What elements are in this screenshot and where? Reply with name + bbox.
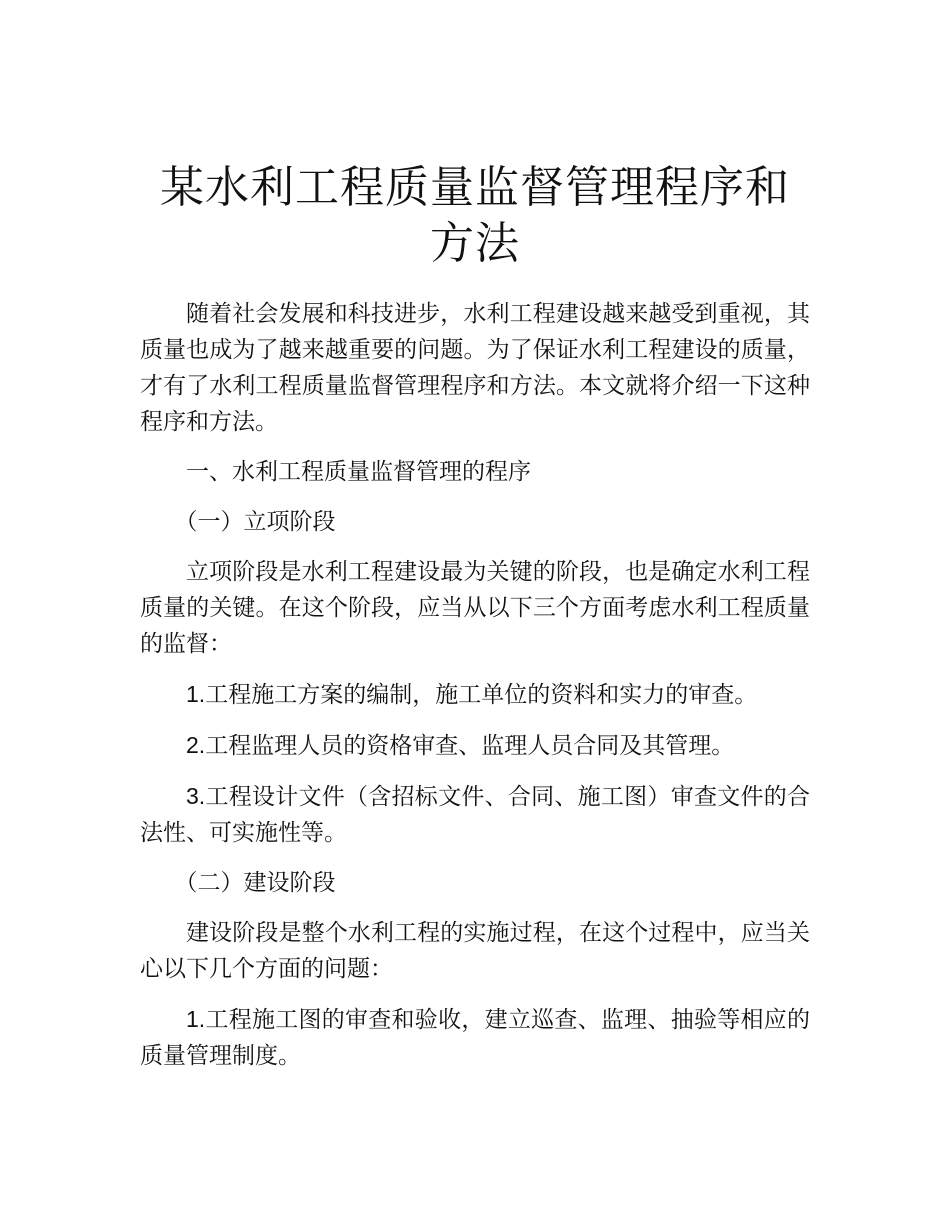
list-item-text: 工程施工图的审查和验收，建立巡查、监理、抽验等相应的质量管理制度。: [140, 1007, 810, 1069]
list-item-number: 3.: [186, 783, 206, 809]
subsection-heading-construction: （二）建设阶段: [174, 870, 336, 896]
list-item-number: 1.: [186, 1006, 206, 1032]
section-heading: 一、水利工程质量监督管理的程序: [186, 459, 531, 485]
list-item-text: 工程设计文件（含招标文件、合同、施工图）审查文件的合法性、可实施性等。: [140, 784, 810, 846]
list-item-text: 工程施工方案的编制，施工单位的资料和实力的审查。: [205, 682, 758, 708]
list-item-text: 工程监理人员的资格审查、监理人员合同及其管理。: [205, 733, 735, 759]
subsection-heading-approval: （一）立项阶段: [174, 509, 336, 535]
list-item: [140, 676, 810, 713]
list-item: [140, 1001, 810, 1074]
construction-paragraph: 建设阶段是整个水利工程的实施过程，在这个过程中，应当关心以下几个方面的问题：: [140, 920, 810, 982]
list-item: [140, 727, 810, 764]
document-body: [140, 296, 810, 1088]
list-item: [140, 778, 810, 851]
document-title: 某水利工程质量监督管理程序和方法: [160, 162, 790, 269]
approval-paragraph: 立项阶段是水利工程建设最为关键的阶段，也是确定水利工程质量的关键。在这个阶段，应当从以下三个方面考虑水利工程质量的监督：: [140, 559, 810, 657]
list-item-number: 2.: [186, 732, 206, 758]
intro-paragraph: 随着社会发展和科技进步，水利工程建设越来越受到重视，其质量也成为了越来越重要的问题。为了保证水利工程建设的质量，才有了水利工程质量监督管理程序和方法。本文就将介绍一下这种程序和方法。: [140, 301, 810, 435]
list-item-number: 1.: [186, 681, 206, 707]
